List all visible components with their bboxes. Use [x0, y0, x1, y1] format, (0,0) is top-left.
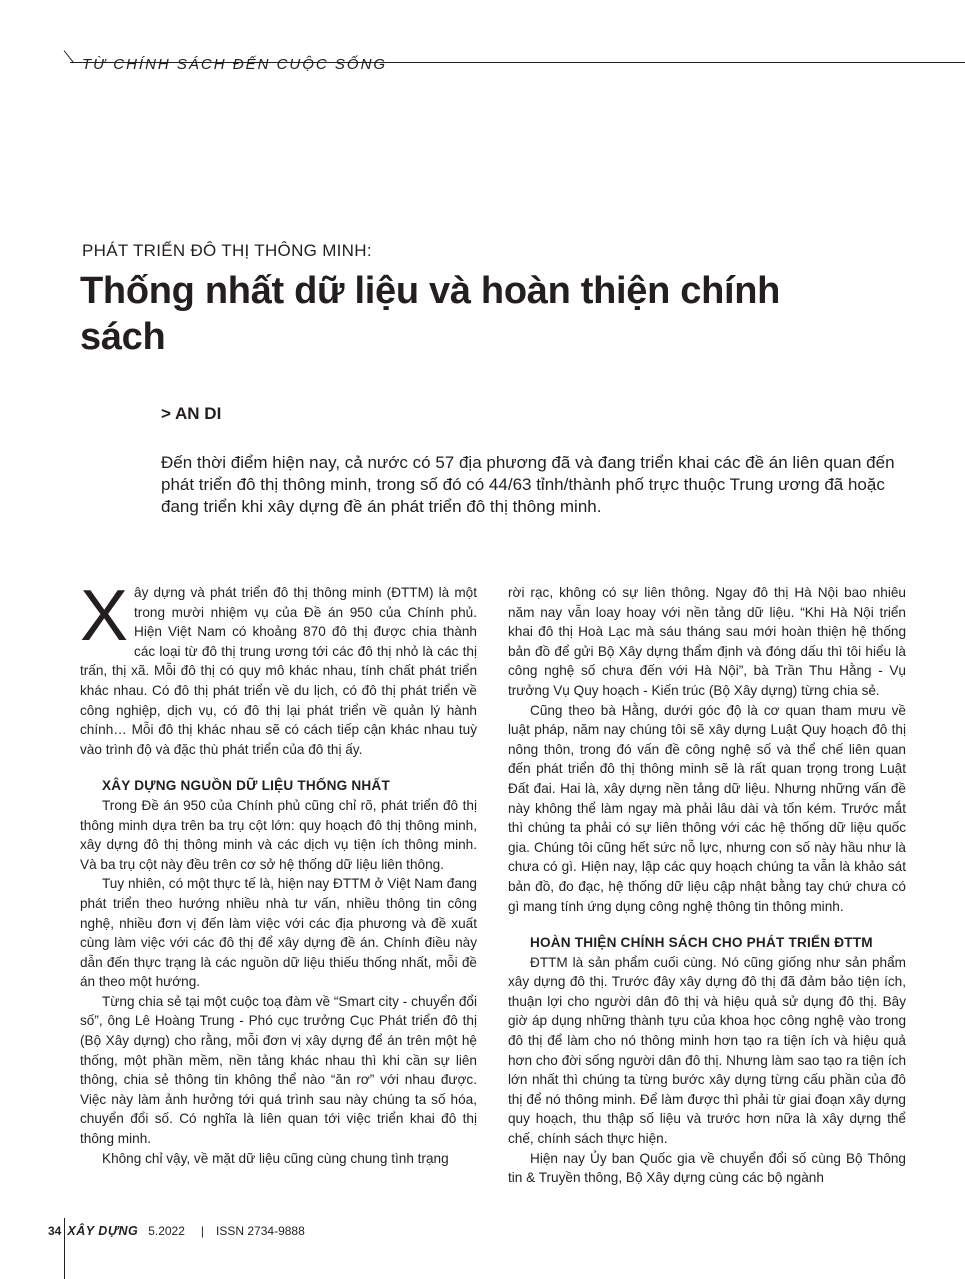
article-author: > AN DI [161, 404, 222, 423]
drop-cap: X [80, 576, 129, 656]
issn: ISSN 2734-9888 [216, 1224, 305, 1238]
paragraph-1 [80, 576, 477, 759]
magazine-logo: XÂY DỰNG [67, 1224, 139, 1238]
issue-number: 5.2022 [148, 1224, 185, 1238]
page-number: 34 [48, 1224, 62, 1238]
paragraph-5: Không chỉ vậy, về mặt dữ liệu cũng cùng chung tình trạng [102, 1150, 449, 1166]
paragraph-4: Từng chia sẻ tại một cuộc toạ đàm về “Smart city - chuyển đổi số”, ông Lê Hoàng Trung - Phó cục trưởng Cục Phát triển đô thị (Bộ Xây dựng) cho rằng, mỗi đơn vị xây dựng để án trên một hệ thống, một phần mềm, nền tảng khác nhau thì khi cần sự liên thông, chia sẻ thông tin không thể nào “ăn rơ” với nhau được. Việc này làm ảnh hưởng tới quá trình sau này chúng ta số hóa, chuyển đổi số. Có nghĩa là liên quan tới việc triển khai đô thị thông minh. [80, 993, 477, 1147]
section-tag: TỪ CHÍNH SÁCH ĐẾN CUỘC SỐNG [82, 56, 388, 73]
article-column-right [508, 583, 906, 1188]
section-heading-2: HOÀN THIỆN CHÍNH SÁCH CHO PHÁT TRIỂN ĐTTM [530, 935, 873, 951]
paragraph-2: Trong Đề án 950 của Chính phủ cũng chỉ rõ, phát triển đô thị thông minh dựa trên ba trụ cột lớn: quy hoạch đô thị thông minh, xây dựng đô thị thông minh và các dịch vụ tiện ích thông minh. Và ba trụ cột này đều trên cơ sở hệ thống dữ liệu liên thông. [80, 797, 477, 872]
paragraph-6: rời rạc, không có sự liên thông. Ngay đô thị Hà Nội bao nhiêu năm nay vẫn loay hoay với nền tảng dữ liệu. “Khi Hà Nội triển khai đô thị Hoà Lạc mà sáu tháng sau mới hoàn thiện hệ thống bản đồ để gửi Bộ Xây dựng thẩm định và đóng dấu thì tôi hiểu là công nghệ số chưa đến với Hà Nội”, bà Trần Thu Hằng - Vụ trưởng Vụ Quy hoạch - Kiến trúc (Bộ Xây dựng) từng chia sẻ. [508, 585, 906, 698]
article-column-left [80, 576, 477, 1168]
paragraph-3: Tuy nhiên, có một thực tế là, hiện nay ĐTTM ở Việt Nam đang phát triển theo hướng nhiều nhà tư vấn, nhiều thông tin công nghệ, nhiều đơn vị đến làm việc với các địa phương và đề xuất cùng làm việc với các đô thị để xây dựng đề án. Chính điều này dẫn đến thực trạng là các nguồn dữ liệu thiếu thống nhất, mỗi đề án theo một hướng. [80, 876, 477, 990]
article-title: Thống nhất dữ liệu và hoàn thiện chính sách [80, 270, 781, 358]
section-heading-1: XÂY DỰNG NGUỒN DỮ LIỆU THỐNG NHẤT [102, 778, 390, 794]
paragraph-7: Cũng theo bà Hằng, dưới góc độ là cơ quan tham mưu về luật pháp, năm nay chúng tôi sẽ xây dựng Luật Quy hoạch đô thị nông thôn, trong đó vấn đề công nghệ số và thể chế liên quan đến phát triển đô thị thông minh sẽ là rất quan trọng trong Luật Đất đai. Hai là, xây dựng nền tảng dữ liệu. Nhưng những vấn đề này không thể làm ngay mà phải lâu dài và tốn kém. Trước mắt thì chúng ta phải có sự liên thông với các hệ thống dữ liệu quốc gia. Chúng tôi cũng hết sức nỗ lực, nhưng con số này hầu như là chưa có gì. Hiện nay, lập các quy hoạch chúng ta vẫn là khảo sát bản đồ, đo đạc, hệ thống dữ liệu cập nhật bằng tay chứ chưa có gì mang tính ứng dụng công nghệ thông tin thông minh. [508, 702, 906, 914]
article-lead: Đến thời điểm hiện nay, cả nước có 57 địa phương đã và đang triển khai các đề án liên quan đến phát triển đô thị thông minh, trong số đó có 44/63 tỉnh/thành phố trực thuộc Trung ương đã hoặc đang triển khi xây dựng đề án phát triển đô thị thông minh. [161, 453, 895, 516]
paragraph-9: Hiện nay Ủy ban Quốc gia về chuyển đổi số cùng Bộ Thông tin & Truyền thông, Bộ Xây dựng cùng các bộ ngành [508, 1150, 906, 1186]
paragraph-8: ĐTTM là sản phẩm cuối cùng. Nó cũng giống như sản phẩm xây dựng đô thị. Trước đây xây dựng đô thị đã đảm bảo tiện ích, thuận lợi cho người dân đô thị và hiệu quả sử dụng đô thị. Bây giờ áp dụng những thành tựu của khoa học công nghệ vào trong đô thị để làm cho nó thông minh hơn tạo ra tiện ích và hiệu quả hơn cho đời sống người dân đô thị. Nhưng làm sao tạo ra tiện ích lớn nhất thì chúng ta từng bước xây dựng từng cấu phần của đô thị để nó thông minh. Để làm được thì phải từ giai đoạn xây dựng quy hoạch, thu thập số liệu và trước hơn nữa là xây dựng thể chế, chính sách thực hiện. [508, 954, 906, 1147]
page-footer [48, 1224, 305, 1238]
paragraph-1-text: ây dựng và phát triển đô thị thông minh (ĐTTM) là một trong mười nhiệm vụ của Đề án 950 của Chính phủ. Hiện Việt Nam có khoảng 870 đô thị được chia thành các loại từ đô thị trung ương tới các đô thị nhỏ là các thị trấn, thị xã. Mỗi đô thị có quy mô khác nhau, tính chất phát triển khác nhau. Có đô thị phát triển về du lịch, có đô thị phát triển về công nghiệp, dịch vụ, có đô thị lại phát triển về quản lý hành chính… Mỗi đô thị khác nhau sẽ có cách tiếp cận khác nhau tuỳ vào trình độ và đặc thù phát triển của đô thị ấy. [80, 585, 477, 757]
article-kicker: PHÁT TRIỂN ĐÔ THỊ THÔNG MINH: [82, 241, 372, 260]
footer-separator: | [200, 1224, 205, 1238]
